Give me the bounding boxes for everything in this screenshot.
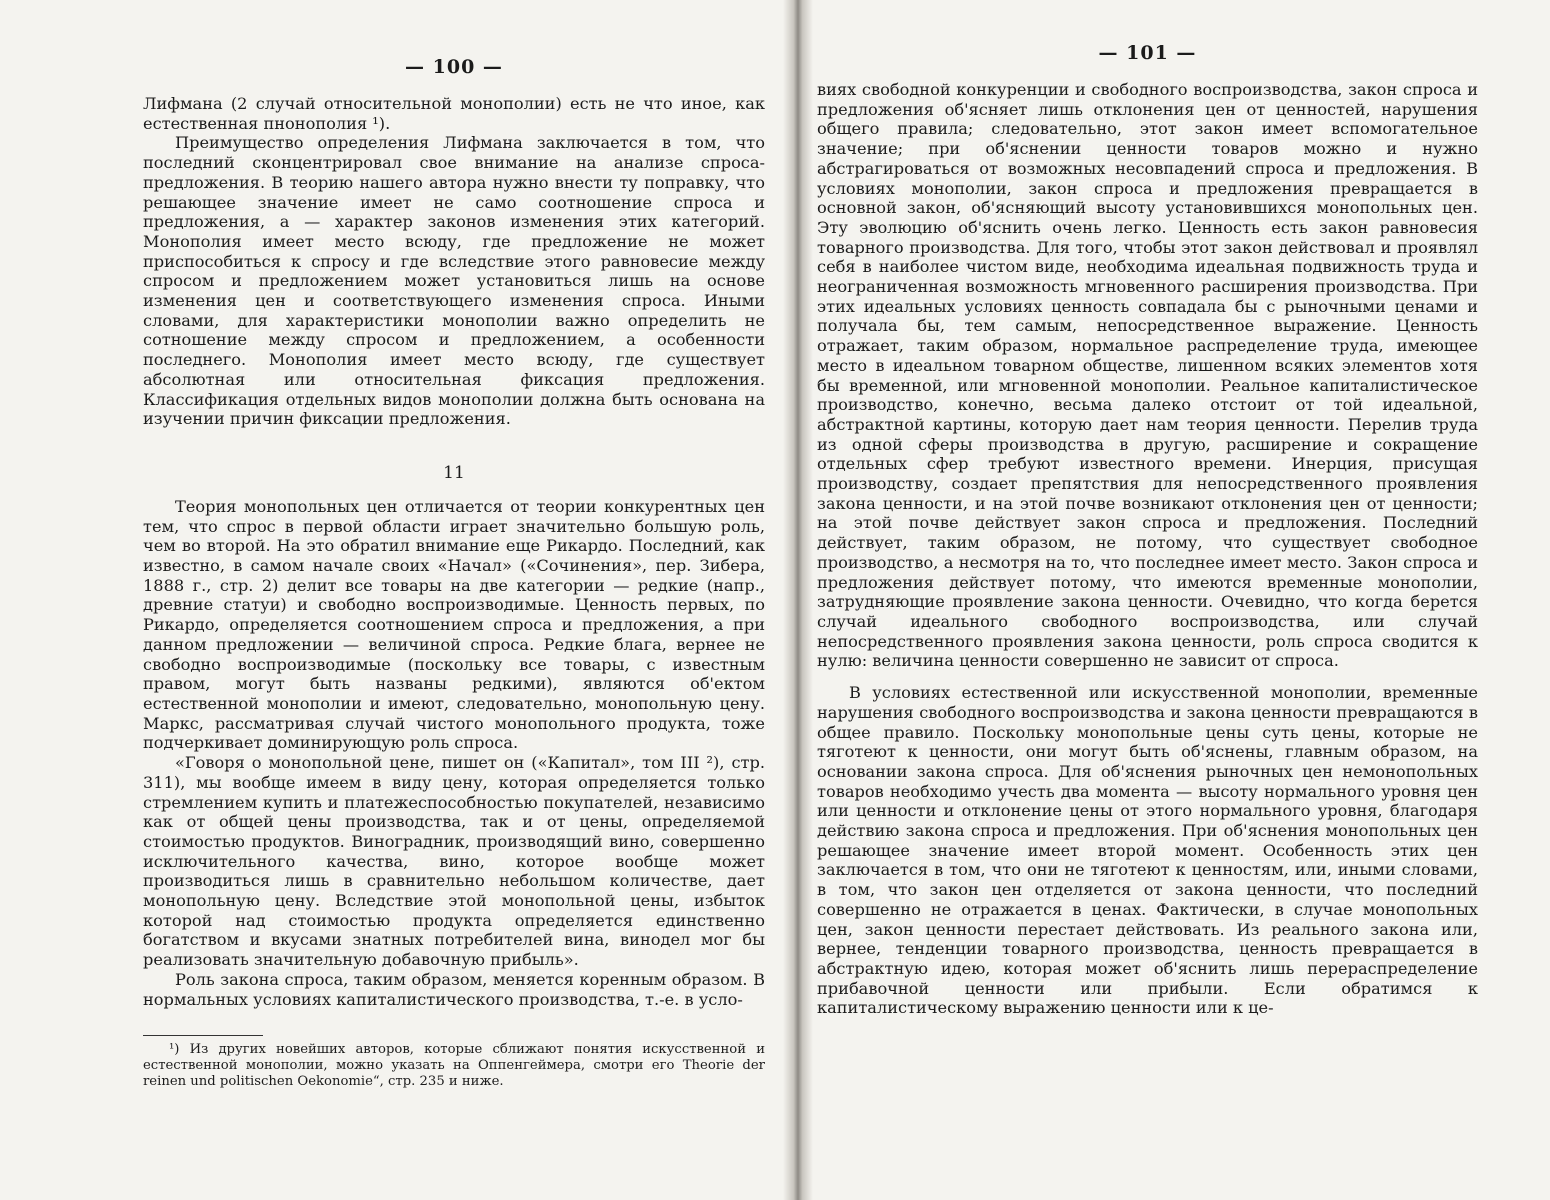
- right-page: [813, 0, 1550, 1200]
- footnote: ¹) Из других новейших авторов, которые сближают понятия искусственной и естественной монополии, можно указать на Оппенгеймера, смотри его Theorie der reinen und politischen Oekonomie“, стр. 235 и ниже.: [143, 1042, 765, 1090]
- paragraph: Лифмана (2 случай относительной монополии) есть не что иное, как естественная пнонополия ¹).: [143, 94, 765, 133]
- page-number-left: — 100 —: [405, 56, 503, 78]
- section-number: 11: [443, 462, 465, 483]
- paragraph: Теория монопольных цен отличается от теории конкурентных цен тем, что спрос в первой области играет значительно большую роль, чем во второй. На это обратил внимание еще Рикардо. Последний, как известно, в самом начале своих «Начал» («Сочинения», пер. Зибера, 1888 г., стр. 2) делит все товары на две категории — редкие (напр., древние статуи) и свободно воспроизводимые. Ценность первых, по Рикардо, определяется соотношением спроса и предложения, а при данном предложении — величиной спроса. Редкие блага, вернее не свободно воспроизводимые (поскольку все товары, с известным правом, могут быть названы редкими), являются об'ектом естественной монополии и имеют, следовательно, монопольную цену. Маркс, рассматривая случай чистого монопольного продукта, тоже подчеркивает доминирующую роль спроса.: [143, 496, 765, 753]
- book-gutter: [783, 0, 813, 1200]
- paragraph: Преимущество определения Лифмана заключается в том, что последний сконцентрировал свое внимание на анализе спроса-предложения. В теорию нашего автора нужно внести ту поправку, что решающее значение имеет не само соотношение спроса и предложения, а — характер законов изменения этих категорий. Монополия имеет место всюду, где предложение не может приспособиться к спросу и где вследствие этого равновесие между спросом и предложением может установиться лишь на основе изменения цен и соответствующего изменения спроса. Иными словами, для характеристики монополии важно определить не сотношение между спросом и предложением, а особенности последнего. Монополия имеет место всюду, где существует абсолютная или относительная фиксация предложения. Классификация отдельных видов монополии должна быть основана на изучении причин фиксации предложения.: [143, 133, 765, 429]
- paragraph: Роль закона спроса, таким образом, меняется коренным образом. В нормальных условиях капиталистического производства, т.-е. в усло-: [143, 969, 765, 1009]
- paragraph-gap: [817, 671, 1478, 683]
- paragraph: В условиях естественной или искусственной монополии, временные нарушения свободного воспроизводства и закона ценности превращаются в общее правило. Поскольку монопольные цены суть цены, которые не тяготеют к ценности, они могут быть об'яснены, главным образом, на основании закона спроса. Для об'яснения рыночных цен немонопольных товаров необходимо учесть два момента — высоту нормального уровня цен или ценности и отклонение цены от этого нормального уровня, благодаря действию закона спроса и предложения. При об'яснения монопольных цен решающее значение имеет второй момент. Особенность этих цен заключается в том, что они не тяготеют к ценностям, или, иными словами, в том, что закон цен отделяется от закона ценности, что последний совершенно не отражается в ценах. Фактически, в случае монопольных цен, закон ценности перестает действовать. Из реального закона или, вернее, тенденции товарного производства, ценность превращается в абстрактную идею, которая может об'яснить лишь перераспределение прибавочной ценности или прибыли. Если обратимся к капиталистическому выражению ценности или к це-: [817, 683, 1478, 1018]
- page-number-right: — 101 —: [1098, 42, 1197, 64]
- paragraph: виях свободной конкуренции и свободного воспроизводства, закон спроса и предложения об'ясняет лишь отклонения цен от ценностей, нарушения общего правила; следовательно, этот закон имеет вспомогательное значение; при об'яснении ценности товаров можно и нужно абстрагироваться от возможных несовпадений спроса и предложения. В условиях монополии, закон спроса и предложения превращается в основной закон, об'ясняющий высоту установившихся монопольных цен. Эту эволюцию об'яснить очень легко. Ценность есть закон равновесия товарного производства. Для того, чтобы этот закон действовал и проявлял себя в наиболее чистом виде, необходима идеальная подвижность труда и неограниченная возможность мгновенного расширения производства. При этих идеальных условиях ценность совпадала бы с рыночными ценами и получала бы, тем самым, непосредственное выражение. Ценность отражает, таким образом, нормальное распределение труда, имеющее место в идеальном товарном обществе, лишенном всяких элементов хотя бы временной, или мгновенной монополии. Реальное капиталистическое производство, конечно, весьма далеко отстоит от той идеальной, абстрактной картины, которую дает нам теория ценности. Перелив труда из одной сферы производства в другую, расширение и сокращение отдельных сфер требуют известного времени. Инерция, присущая производству, создает препятствия для непосредственного проявления закона ценности, и на этой почве возникают отклонения цен от ценности; на этой почве действует закон спроса и предложения. Последний действует, таким образом, не потому, что существует свободное производство, а несмотря на то, что последнее имеет место. Закон спроса и предложения действует потому, что имеются временные монополии, затрудняющие проявление закона ценности. Очевидно, что когда берется случай идеального свободного воспроизводства, или случай непосредственного проявления закона ценности, роль спроса сводится к нулю: величина ценности совершенно не зависит от спроса.: [817, 80, 1478, 671]
- quote-paragraph: «Говоря о монопольной цене, пишет он («Капитал», том III ²), стр. 311), мы вообще имеем в виду цену, которая определяется только стремлением купить и платежеспособностью покупателей, независимо как от общей цены производства, так и от цены, определяемой стоимостью продуктов. Виноградник, производящий вино, совершенно исключительного качества, вино, которое вообще может производиться лишь в сравнительно небольшом количестве, дает монопольную цену. Вследствие этой монопольной цены, избыток которой над стоимостью продукта определяется единственно богатством и вкусами знатных потребителей вина, винодел мог бы реализовать значительную добавочную прибыль».: [143, 753, 765, 970]
- footnote-rule: [143, 1035, 263, 1036]
